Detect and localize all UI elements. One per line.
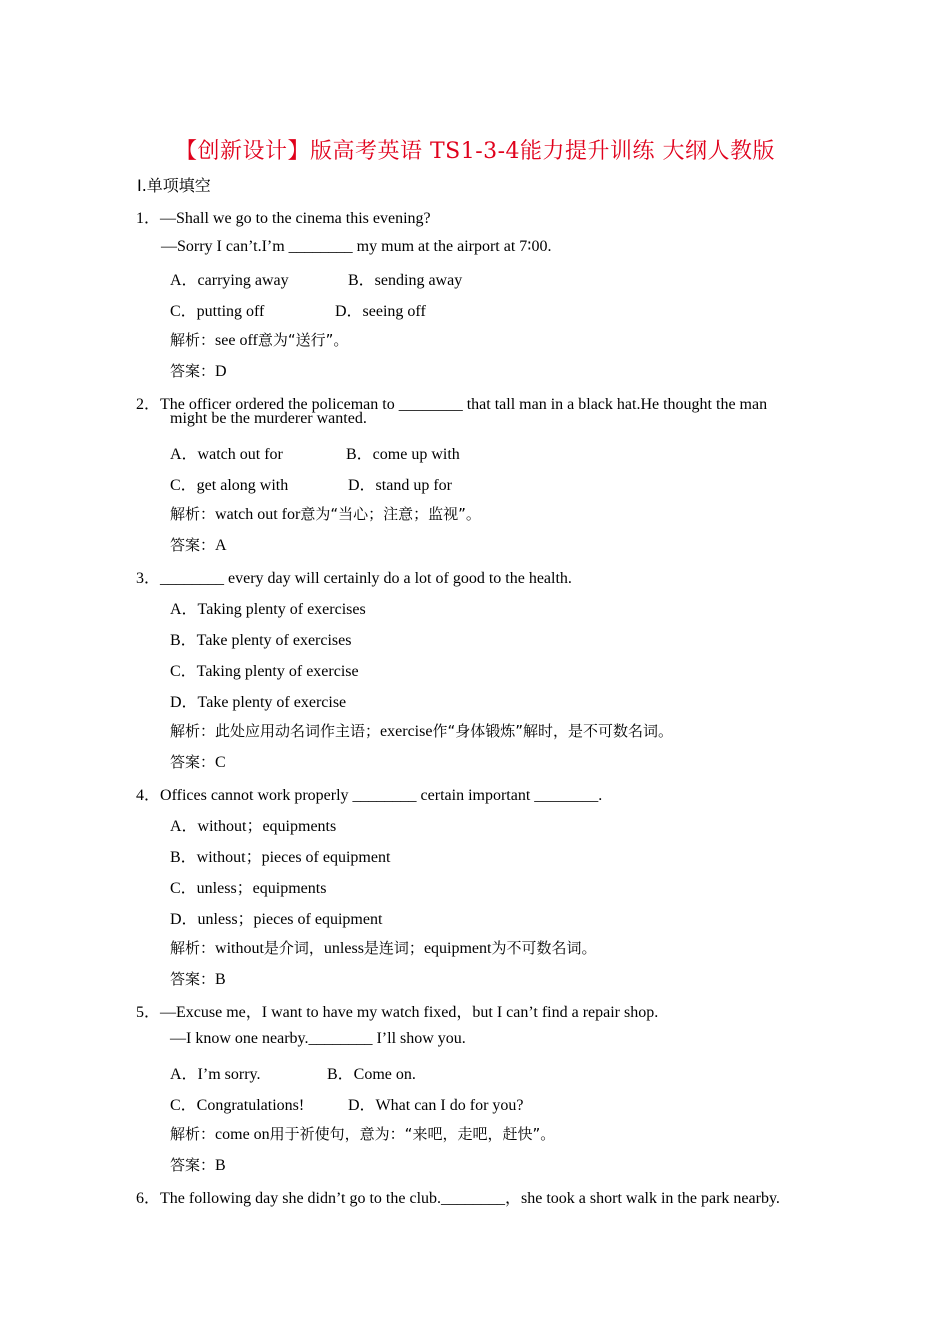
option-a: A．watch out for [170, 446, 283, 463]
option-b: B．sending away [348, 272, 463, 289]
option-d: D．seeing off [335, 303, 426, 320]
answer-label: 答案： [170, 753, 216, 771]
answer [170, 968, 226, 989]
explain-term: equipment [423, 940, 492, 957]
section-heading: Ⅰ.单项填空 [137, 176, 211, 195]
answer-value: C [215, 754, 226, 771]
explain-label: 解析： [170, 1125, 216, 1143]
explain-text: 为不可数名词。 [491, 939, 597, 957]
answer [170, 751, 226, 772]
question-6 [136, 1185, 780, 1208]
question-4 [136, 782, 602, 805]
question-number: 5． [136, 1004, 161, 1021]
question-text: ________ every day will certainly do a lot of good to the health. [160, 570, 572, 587]
option-d: D．stand up for [348, 477, 452, 494]
question-1 [136, 205, 431, 228]
explain-text: 意为“送行”。 [257, 331, 349, 349]
explanation [170, 720, 673, 741]
option-b: B．without；pieces of equipment [170, 849, 391, 866]
question-number: 6． [136, 1190, 161, 1207]
answer [170, 360, 227, 381]
option-b: B．come up with [346, 446, 460, 463]
answer [170, 1154, 226, 1175]
explain-term: see off [215, 332, 258, 349]
explanation [170, 937, 597, 958]
question-text: Offices cannot work properly ________ certain important ________. [160, 787, 603, 804]
explain-text: 作“身体锻炼”解时，是不可数名词。 [432, 722, 673, 740]
question-number: 3． [136, 570, 161, 587]
question-text: The officer ordered the policeman to ________ that tall man in a black hat.He thought the man [160, 396, 768, 413]
document-title: 【创新设计】版高考英语 TS1-3-4能力提升训练 大纲人教版 [174, 139, 776, 164]
explain-term: come on [215, 1126, 270, 1143]
explain-label: 解析： [170, 505, 216, 523]
option-b: B．Come on. [327, 1066, 416, 1083]
explain-term: unless [323, 940, 364, 957]
answer-label: 答案： [170, 970, 216, 988]
explain-text: 用于祈使句，意为：“来吧，走吧，赶快”。 [269, 1125, 556, 1143]
question-number: 2． [136, 396, 161, 413]
answer-value: B [215, 971, 226, 988]
option-c: C．unless；equipments [170, 880, 327, 897]
option-c: C．Taking plenty of exercise [170, 663, 359, 680]
explain-text: 是连词； [363, 939, 424, 957]
answer-label: 答案： [170, 362, 216, 380]
answer-value: B [215, 1157, 226, 1174]
question-2-line-2: might be the murderer wanted. [170, 410, 367, 427]
explain-label: 解析： [170, 331, 216, 349]
explain-text: 是介词， [263, 939, 324, 957]
explain-term: without [215, 940, 264, 957]
explanation [170, 329, 348, 350]
explanation [170, 503, 481, 524]
explain-text: 意为“当心；注意；监视”。 [300, 505, 481, 523]
question-3 [136, 565, 572, 588]
option-c: C．Congratulations! [170, 1097, 305, 1114]
answer-value: A [215, 537, 227, 554]
explain-text-pre: 此处应用动名词作主语； [215, 722, 381, 740]
explain-label: 解析： [170, 722, 216, 740]
explain-term: exercise [380, 723, 433, 740]
question-5 [136, 999, 658, 1022]
explain-term: watch out for [215, 506, 301, 523]
question-text: The following day she didn’t go to the club.________，she took a short walk in the park nearby. [160, 1190, 780, 1207]
question-text: —Shall we go to the cinema this evening? [160, 210, 431, 227]
option-d: D．What can I do for you? [348, 1097, 524, 1114]
question-number: 4． [136, 787, 161, 804]
option-a: A．I’m sorry. [170, 1066, 261, 1083]
question-number: 1． [136, 210, 161, 227]
option-b: B．Take plenty of exercises [170, 632, 352, 649]
option-a: A．carrying away [170, 272, 289, 289]
answer-value: D [215, 363, 227, 380]
option-a: A．Taking plenty of exercises [170, 601, 366, 618]
question-text: —Excuse me，I want to have my watch fixed，but I can’t find a repair shop. [160, 1004, 659, 1021]
option-c: C．get along with [170, 477, 289, 494]
explanation [170, 1123, 555, 1144]
answer-label: 答案： [170, 1156, 216, 1174]
question-5-line-2: —I know one nearby.________ I’ll show you. [170, 1030, 466, 1047]
question-1-line-2: —Sorry I can’t.I’m ________ my mum at the airport at 7∶00. [161, 238, 552, 255]
option-d: D．Take plenty of exercise [170, 694, 347, 711]
option-d: D．unless；pieces of equipment [170, 911, 383, 928]
explain-label: 解析： [170, 939, 216, 957]
answer-label: 答案： [170, 536, 216, 554]
answer [170, 534, 227, 555]
option-c: C．putting off [170, 303, 265, 320]
option-a: A．without；equipments [170, 818, 337, 835]
